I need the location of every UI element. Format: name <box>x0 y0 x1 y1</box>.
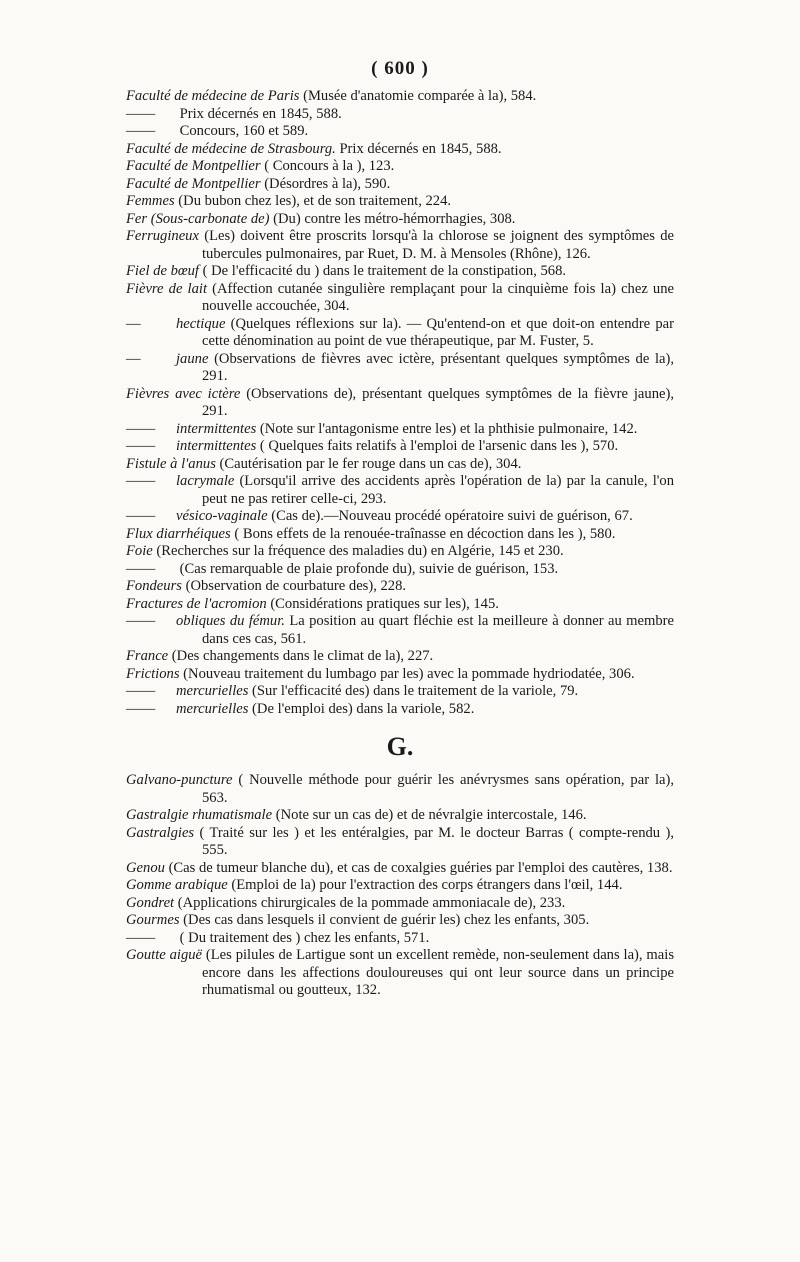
entry-text: (Observations de fièvres avec ictère, présentant quelques symptômes de la), 291. <box>202 350 674 384</box>
entry-text: ( Concours à la ), 123. <box>260 158 395 174</box>
index-entry <box>126 316 674 351</box>
ditto-dash: —— <box>126 123 156 139</box>
entry-text: (Note sur un cas de) et de névralgie intercostale, 146. <box>272 807 587 823</box>
ditto-dash: —— <box>126 929 156 946</box>
entry-heading: mercurielles <box>176 683 249 699</box>
index-entry <box>126 386 674 421</box>
ditto-dash: —— <box>126 700 156 717</box>
entry-text: (Nouveau traitement du lumbago par les) avec la pommade hydriodatée, 306. <box>179 665 635 682</box>
index-entry <box>126 193 674 211</box>
entry-heading: Fondeurs <box>126 578 182 594</box>
entry-heading: jaune <box>176 350 209 367</box>
index-entry <box>126 701 674 719</box>
index-entry <box>126 947 674 1000</box>
index-entry <box>126 508 674 526</box>
index-entry <box>126 895 674 913</box>
entry-text: ( Bons effets de la renouée-traînasse en décoction dans les ), 580. <box>230 525 616 542</box>
index-section-g <box>126 772 674 1000</box>
index-entry <box>126 141 674 159</box>
entry-heading: hectique <box>176 315 226 332</box>
index-entry <box>126 263 674 281</box>
entry-text: (Les pilules de Lartigue sont un excellent remède, non-seulement dans la), mais encore dans les affections douloureuses qui ont leur source dans un principe rhumatismal ou goutteux, 132. <box>202 947 674 998</box>
entry-heading: Fiel de bœuf <box>126 263 199 279</box>
ditto-dash: —— <box>126 613 156 629</box>
ditto-dash: —— <box>126 438 156 454</box>
index-entry <box>126 648 674 666</box>
index-entry <box>126 596 674 614</box>
ditto-dash: — <box>126 350 141 367</box>
index-entry <box>126 473 674 508</box>
entry-text: (Applications chirurgicales de la pommade ammoniacale de), 233. <box>174 894 566 911</box>
index-entry <box>126 825 674 860</box>
entry-heading: Gastralgies <box>126 824 195 841</box>
entry-text: Prix décernés en 1845, 588. <box>335 140 502 157</box>
entry-heading: Femmes <box>126 193 175 209</box>
entry-heading: obliques du fémur. <box>176 613 285 629</box>
entry-heading: Genou <box>126 859 165 876</box>
index-entry <box>126 351 674 386</box>
entry-text: (Quelques réflexions sur la). — Qu'entend-on et que doit-on entendre par cette dénomination au point de vue thérapeutique, par M. Fuster, 5. <box>202 315 674 349</box>
entry-heading: Gondret <box>126 894 175 911</box>
entry-heading: Galvano-puncture <box>126 772 233 788</box>
entry-heading: Gastralgie rhumatismale <box>126 807 273 823</box>
index-entry <box>126 807 674 825</box>
index-entry <box>126 930 674 948</box>
entry-text: Prix décernés en 1845, 588. <box>176 105 342 122</box>
entry-heading: intermittentes <box>176 420 257 437</box>
ditto-dash: —— <box>126 683 156 699</box>
entry-text: La position au quart fléchie est la meilleure à donner au membre dans ces cas, 561. <box>202 613 674 647</box>
index-entry <box>126 860 674 878</box>
ditto-dash: —— <box>126 560 156 577</box>
entry-heading: vésico-vaginale <box>176 508 268 524</box>
index-entry <box>126 281 674 316</box>
entry-text: (Sur l'efficacité des) dans le traitement de la variole, 79. <box>248 683 579 699</box>
ditto-dash: —— <box>126 420 156 437</box>
entry-text: (Emploi de la) pour l'extraction des corps étrangers dans l'œil, 144. <box>227 877 623 893</box>
entry-text: ( Du traitement des ) chez les enfants, 571. <box>176 929 430 946</box>
entry-heading: mercurielles <box>176 700 249 717</box>
entry-heading: Fistule à l'anus <box>126 455 216 472</box>
entry-heading: Goutte aiguë <box>126 947 203 963</box>
entry-text: ( Traité sur les ) et les entéralgies, par M. le docteur Barras ( compte-rendu ), 555. <box>194 824 674 858</box>
index-entry <box>126 877 674 895</box>
entry-text: ( Nouvelle méthode pour guérir les anévrysmes sans opération, par la), 563. <box>202 772 674 806</box>
entry-text: (Désordres à la), 590. <box>260 175 391 192</box>
entry-text: (Musée d'anatomie comparée à la), 584. <box>299 88 537 104</box>
entry-heading: Gomme arabique <box>126 877 228 893</box>
entry-text: (Cautérisation par le fer rouge dans un cas de), 304. <box>215 455 522 472</box>
index-entry <box>126 772 674 807</box>
page-number: ( 600 ) <box>371 58 429 79</box>
index-entry <box>126 912 674 930</box>
entry-heading: Ferrugineux <box>126 228 199 244</box>
index-entry <box>126 543 674 561</box>
entry-text: (Du) contre les métro-hémorrhagies, 308. <box>269 210 516 227</box>
entry-text: (Note sur l'antagonisme entre les) et la phthisie pulmonaire, 142. <box>256 420 638 437</box>
index-entry <box>126 613 674 648</box>
index-entry <box>126 683 674 701</box>
entry-text: (Lorsqu'il arrive des accidents après l'opération de la) par la canule, l'on peut ne pas retirer celle-ci, 293. <box>202 473 674 507</box>
entry-text: Concours, 160 et 589. <box>176 123 309 139</box>
ditto-dash: — <box>126 315 141 332</box>
entry-text: ( De l'efficacité du ) dans le traitement de la constipation, 568. <box>198 263 567 279</box>
entry-text: (Observation de courbature des), 228. <box>181 578 407 594</box>
entry-text: (Des cas dans lesquels il convient de guérir les) chez les enfants, 305. <box>179 912 590 928</box>
entry-text: (Affection cutanée singulière remplaçant pour la cinquième fois la) chez une nouvelle accouchée, 304. <box>202 280 674 314</box>
index-entry <box>126 158 674 176</box>
entry-text: (Observations de), présentant quelques symptômes de la fièvre jaune), 291. <box>202 385 674 419</box>
entry-heading: Foie <box>126 543 153 559</box>
entry-heading: Faculté de Montpellier <box>126 158 261 174</box>
index-section-f <box>126 88 674 718</box>
ditto-dash: —— <box>126 473 156 489</box>
entry-text: (Les) doivent être proscrits lorsqu'à la chlorose se joignent des symptômes de tubercules pulmonaires, par Ruet, D. M. à Mensoles (Rhône), 126. <box>198 228 674 262</box>
entry-heading: Frictions <box>126 665 180 682</box>
entry-heading: Fractures de l'acromion <box>126 595 267 612</box>
entry-heading: Flux diarrhéiques <box>126 525 231 542</box>
entry-text: (Recherches sur la fréquence des maladies du) en Algérie, 145 et 230. <box>152 543 564 559</box>
entry-heading: Faculté de médecine de Strasbourg. <box>126 140 336 157</box>
entry-heading: Fièvres avec ictère <box>126 385 241 402</box>
entry-heading: Fièvre de lait <box>126 280 208 297</box>
index-entry <box>126 211 674 229</box>
ditto-dash: —— <box>126 105 156 122</box>
entry-heading: Faculté de Montpellier <box>126 175 261 192</box>
entry-heading: Fer (Sous-carbonate de) <box>126 210 270 227</box>
entry-text: (De l'emploi des) dans la variole, 582. <box>248 700 475 717</box>
index-entry <box>126 421 674 439</box>
entry-text: (Cas remarquable de plaie profonde du), suivie de guérison, 153. <box>176 560 559 577</box>
index-entry <box>126 88 674 106</box>
index-entry <box>126 106 674 124</box>
entry-heading: intermittentes <box>176 438 257 454</box>
entry-heading: lacrymale <box>176 473 235 489</box>
index-entry <box>126 176 674 194</box>
entry-text: (Des changements dans le climat de la), 227. <box>168 648 434 664</box>
entry-heading: Faculté de médecine de Paris <box>126 88 300 104</box>
index-entry <box>126 438 674 456</box>
ditto-dash: —— <box>126 508 156 524</box>
entry-heading: Gourmes <box>126 912 180 928</box>
entry-text: (Du bubon chez les), et de son traitement, 224. <box>174 193 452 209</box>
entry-text: ( Quelques faits relatifs à l'emploi de l'arsenic dans les ), 570. <box>256 438 619 454</box>
section-letter-g: G. <box>386 732 414 761</box>
index-entry <box>126 578 674 596</box>
index-entry <box>126 228 674 263</box>
entry-text: (Cas de).—Nouveau procédé opératoire suivi de guérison, 67. <box>267 508 633 524</box>
entry-heading: France <box>126 648 169 664</box>
entry-text: (Considérations pratiques sur les), 145. <box>266 595 499 612</box>
index-entry <box>126 456 674 474</box>
entry-text: (Cas de tumeur blanche du), et cas de coxalgies guéries par l'emploi des cautères, 138. <box>164 859 673 876</box>
index-entry <box>126 666 674 684</box>
index-entry <box>126 123 674 141</box>
index-entry <box>126 526 674 544</box>
index-entry <box>126 561 674 579</box>
